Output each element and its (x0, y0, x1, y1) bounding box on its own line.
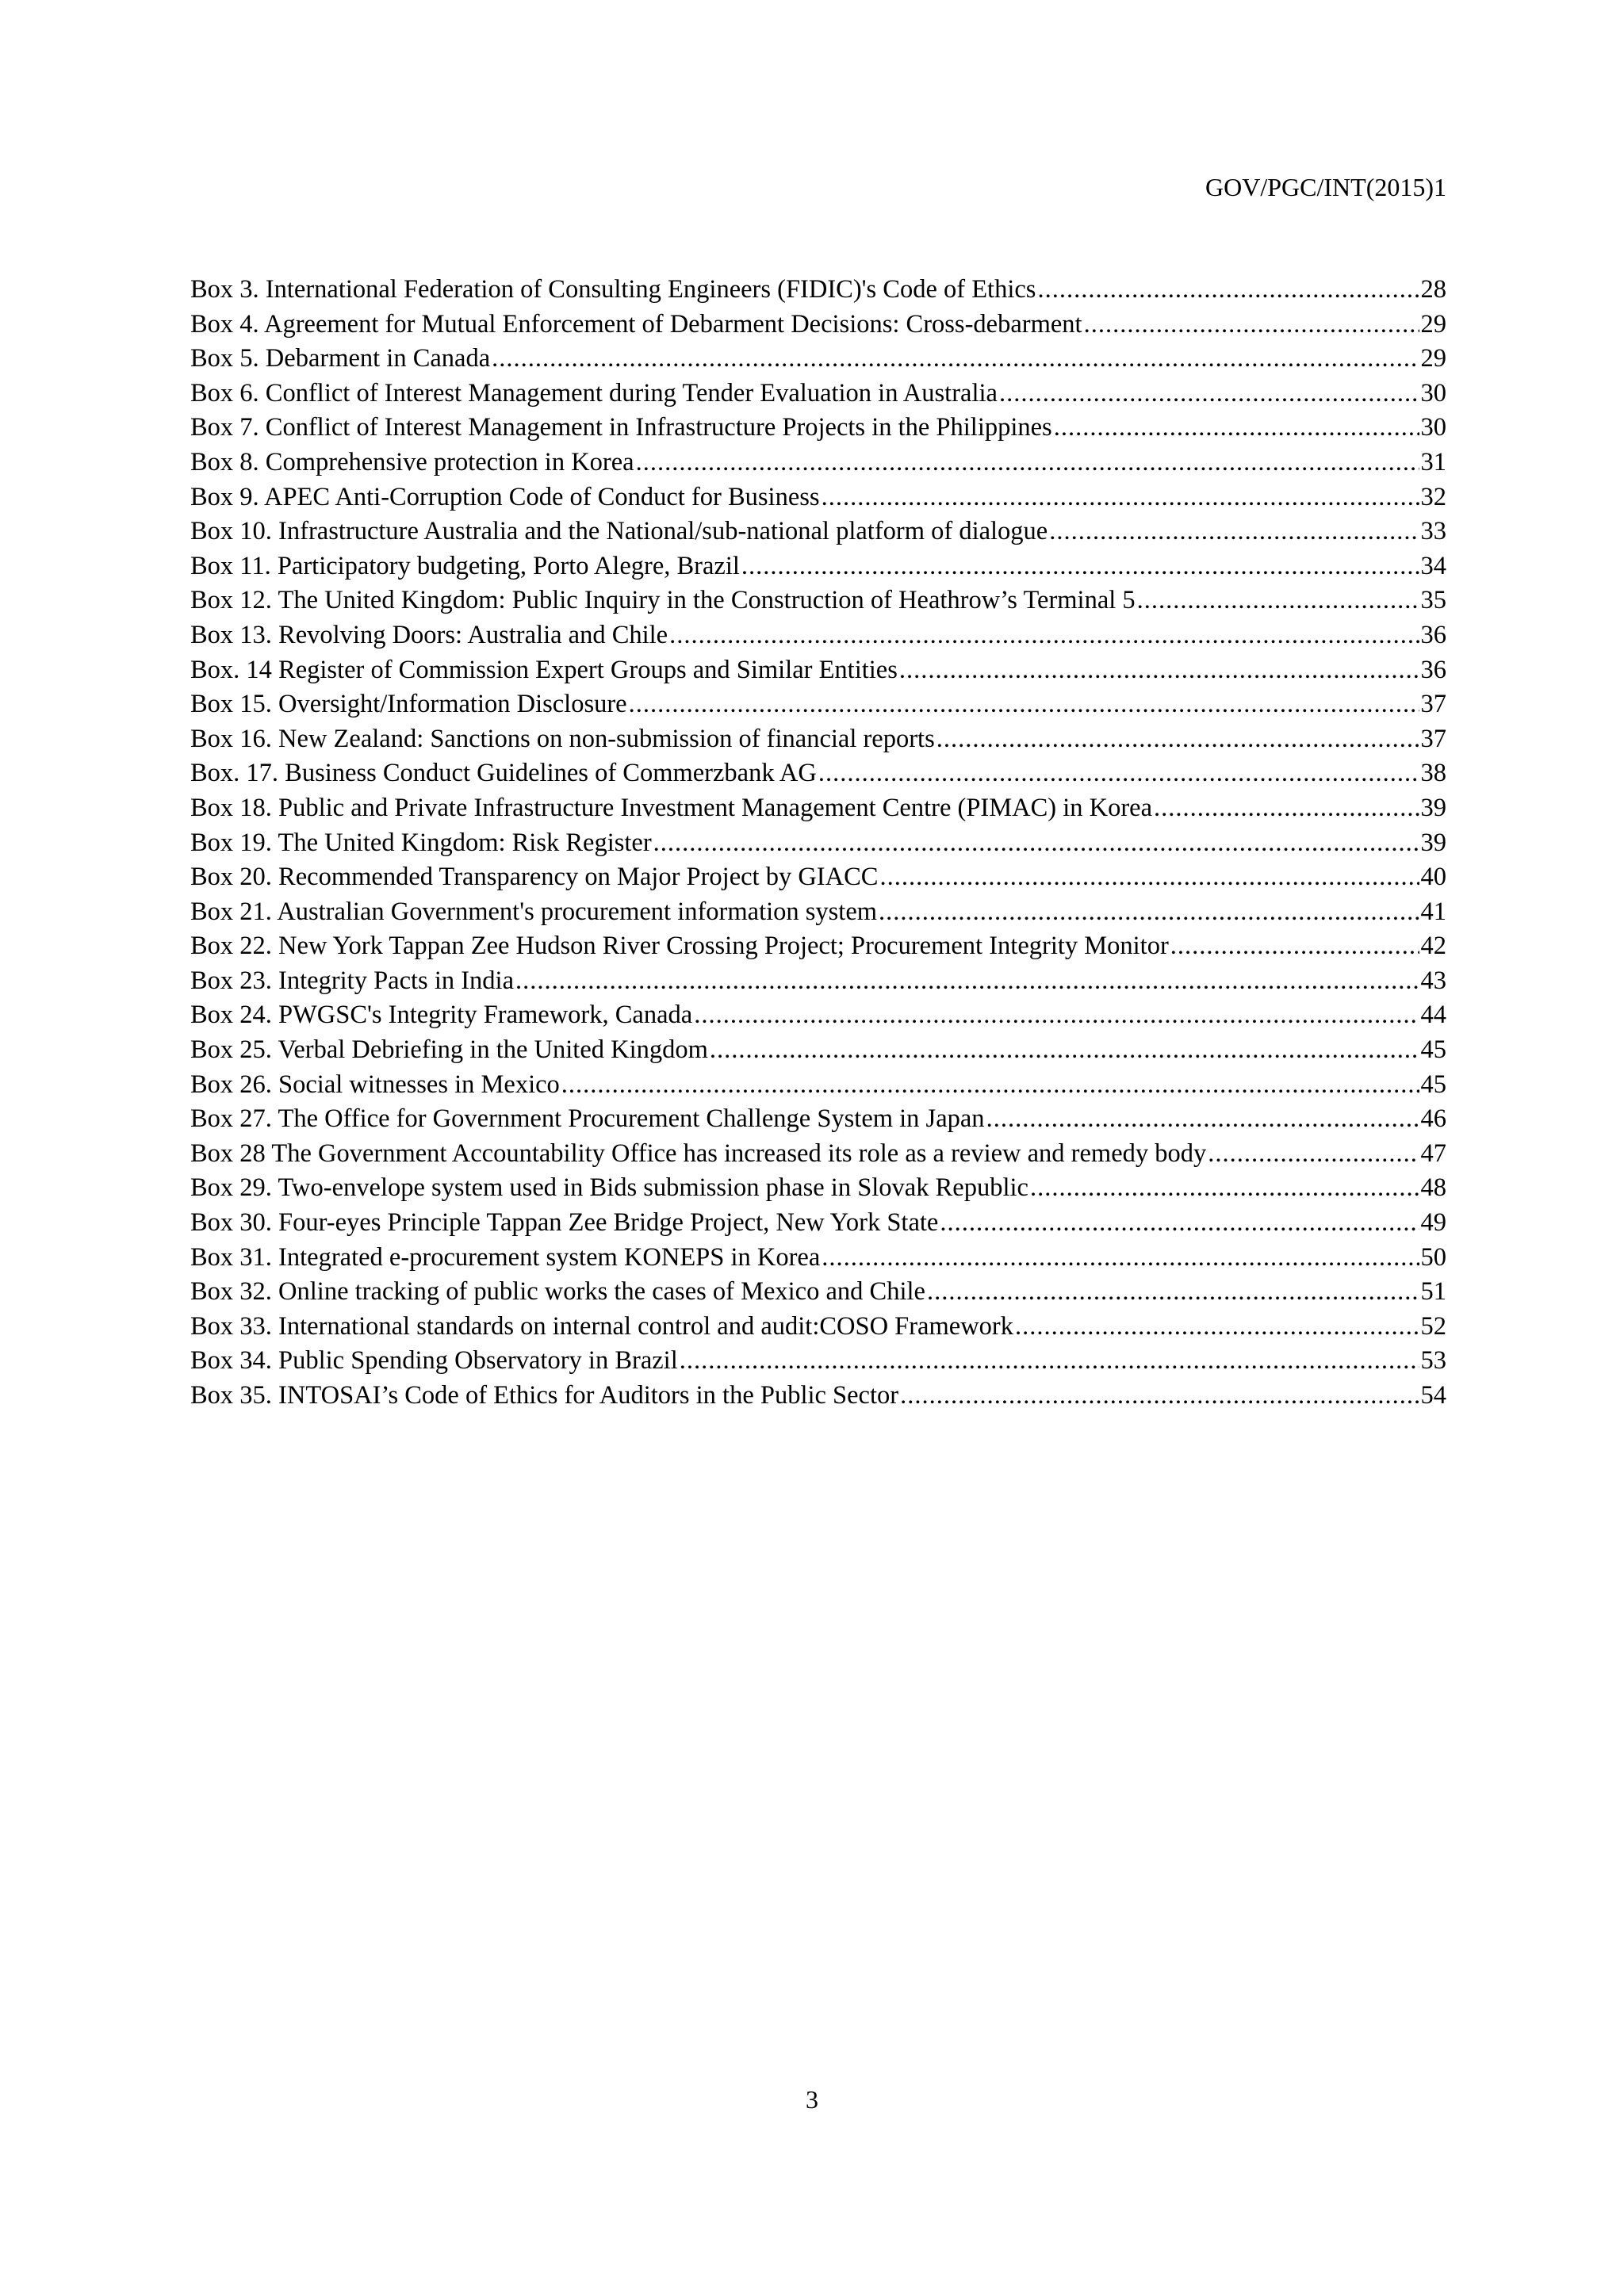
toc-entry[interactable] (190, 860, 1446, 895)
toc-dot-leader (1037, 273, 1419, 308)
toc-entry[interactable] (190, 722, 1446, 757)
toc-dot-leader (1170, 929, 1419, 964)
table-of-contents (190, 273, 1446, 1414)
toc-entry-page: 54 (1420, 1381, 1446, 1410)
toc-entry-title: Box 19. The United Kingdom: Risk Register (190, 828, 652, 857)
toc-entry-page: 44 (1420, 1001, 1446, 1030)
toc-entry-title: Box 5. Debarment in Canada (190, 344, 491, 373)
toc-dot-leader (927, 1275, 1419, 1310)
toc-entry[interactable] (190, 653, 1446, 688)
toc-entry-page: 38 (1420, 759, 1446, 788)
toc-dot-leader (1049, 515, 1419, 549)
toc-entry[interactable] (190, 1102, 1446, 1137)
toc-entry-page: 49 (1420, 1208, 1446, 1238)
toc-entry-title: Box 11. Participatory budgeting, Porto Alegre, Brazil (190, 551, 740, 580)
toc-entry-title: Box 10. Infrastructure Australia and the National/sub-national platform of dialogue (190, 517, 1048, 546)
toc-entry[interactable] (190, 446, 1446, 480)
toc-entry[interactable] (190, 515, 1446, 549)
toc-entry-page: 48 (1420, 1173, 1446, 1203)
toc-entry-title: Box 22. New York Tappan Zee Hudson River Crossing Project; Procurement Integrity Monitor (190, 932, 1169, 961)
toc-entry-title: Box 18. Public and Private Infrastructure Investment Management Centre (PIMAC) in Korea (190, 793, 1153, 822)
toc-entry-page: 29 (1420, 344, 1446, 373)
toc-entry-page: 50 (1420, 1242, 1446, 1272)
toc-entry-title: Box 35. INTOSAI’s Code of Ethics for Auditors in the Public Sector (190, 1381, 899, 1410)
toc-entry[interactable] (190, 895, 1446, 930)
toc-dot-leader (629, 687, 1419, 722)
toc-dot-leader (1084, 308, 1419, 342)
toc-entry[interactable] (190, 1068, 1446, 1103)
toc-dot-leader (1137, 584, 1419, 618)
toc-entry-title: Box 6. Conflict of Interest Management during Tender Evaluation in Australia (190, 378, 998, 408)
toc-entry[interactable] (190, 342, 1446, 377)
toc-entry[interactable] (190, 549, 1446, 584)
toc-entry-title: Box 7. Conflict of Interest Management in Infrastructure Projects in the Philippines (190, 413, 1052, 442)
toc-entry-title: Box 9. APEC Anti-Corruption Code of Conduct for Business (190, 482, 820, 511)
toc-entry-page: 53 (1420, 1346, 1446, 1376)
toc-dot-leader (879, 895, 1419, 930)
toc-entry[interactable] (190, 964, 1446, 999)
toc-entry[interactable] (190, 1206, 1446, 1241)
toc-entry[interactable] (190, 1137, 1446, 1172)
toc-entry[interactable] (190, 791, 1446, 826)
toc-entry-page: 30 (1420, 413, 1446, 442)
toc-entry[interactable] (190, 1171, 1446, 1206)
toc-entry-page: 47 (1420, 1138, 1446, 1168)
toc-entry-page: 32 (1420, 482, 1446, 511)
toc-entry-page: 35 (1420, 586, 1446, 615)
toc-entry-title: Box 8. Comprehensive protection in Korea (190, 447, 634, 476)
toc-dot-leader (986, 1102, 1419, 1137)
toc-entry-page: 28 (1420, 275, 1446, 304)
toc-entry-page: 31 (1420, 447, 1446, 476)
toc-entry-page: 41 (1420, 897, 1446, 926)
toc-dot-leader (561, 1068, 1419, 1103)
toc-dot-leader (1054, 411, 1419, 446)
toc-entry-title: Box 26. Social witnesses in Mexico (190, 1070, 560, 1099)
page-number: 3 (806, 2085, 818, 2114)
toc-dot-leader (1154, 791, 1419, 826)
toc-dot-leader (680, 1344, 1419, 1379)
toc-dot-leader (940, 1206, 1419, 1241)
toc-entry-title: Box 16. New Zealand: Sanctions on non-submission of financial reports (190, 724, 935, 753)
toc-dot-leader (710, 1033, 1419, 1068)
toc-entry[interactable] (190, 687, 1446, 722)
toc-entry-page: 45 (1420, 1070, 1446, 1099)
toc-dot-leader (900, 1379, 1419, 1414)
toc-entry[interactable] (190, 411, 1446, 446)
toc-entry-title: Box 4. Agreement for Mutual Enforcement of Debarment Decisions: Cross-debarment (190, 309, 1082, 339)
toc-entry-title: Box 13. Revolving Doors: Australia and Chile (190, 620, 668, 649)
toc-dot-leader (741, 549, 1419, 584)
toc-entry[interactable] (190, 929, 1446, 964)
toc-entry[interactable] (190, 1241, 1446, 1276)
toc-entry[interactable] (190, 1275, 1446, 1310)
toc-dot-leader (653, 826, 1419, 861)
toc-entry-page: 40 (1420, 863, 1446, 892)
toc-entry-page: 39 (1420, 828, 1446, 857)
document-reference: GOV/PGC/INT(2015)1 (1205, 173, 1446, 201)
toc-entry[interactable] (190, 1344, 1446, 1379)
toc-entry-page: 52 (1420, 1311, 1446, 1341)
toc-entry-title: Box 15. Oversight/Information Disclosure (190, 690, 627, 719)
toc-entry-page: 34 (1420, 551, 1446, 580)
toc-entry-page: 43 (1420, 966, 1446, 995)
toc-dot-leader (936, 722, 1419, 757)
toc-entry-title: Box 3. International Federation of Consulting Engineers (FIDIC)'s Code of Ethics (190, 275, 1036, 304)
toc-entry-page: 39 (1420, 793, 1446, 822)
toc-entry-title: Box 12. The United Kingdom: Public Inquiry in the Construction of Heathrow’s Terminal 5 (190, 586, 1136, 615)
toc-dot-leader (492, 342, 1419, 377)
toc-entry-title: Box 30. Four-eyes Principle Tappan Zee Bridge Project, New York State (190, 1208, 939, 1238)
toc-entry-title: Box 31. Integrated e-procurement system KONEPS in Korea (190, 1242, 821, 1272)
toc-dot-leader (1030, 1171, 1419, 1206)
toc-dot-leader (822, 1241, 1419, 1276)
toc-entry-title: Box 32. Online tracking of public works the cases of Mexico and Chile (190, 1277, 925, 1307)
toc-entry-page: 37 (1420, 690, 1446, 719)
toc-entry-page: 36 (1420, 620, 1446, 649)
toc-entry-title: Box 33. International standards on internal control and audit:COSO Framework (190, 1311, 1013, 1341)
toc-dot-leader (822, 480, 1419, 515)
toc-entry-page: 51 (1420, 1277, 1446, 1307)
toc-entry-title: Box 27. The Office for Government Procurement Challenge System in Japan (190, 1104, 985, 1134)
toc-entry-title: Box 28 The Government Accountability Office has increased its role as a review and remedy body (190, 1138, 1207, 1168)
toc-entry[interactable] (190, 756, 1446, 791)
toc-entry-page: 46 (1420, 1104, 1446, 1134)
toc-entry-title: Box. 17. Business Conduct Guidelines of Commerzbank AG (190, 759, 817, 788)
toc-dot-leader (899, 653, 1419, 688)
toc-dot-leader (694, 998, 1419, 1033)
toc-entry-page: 45 (1420, 1035, 1446, 1065)
toc-entry[interactable] (190, 273, 1446, 308)
toc-entry[interactable] (190, 998, 1446, 1033)
toc-entry-title: Box. 14 Register of Commission Expert Groups and Similar Entities (190, 655, 898, 684)
toc-entry-title: Box 25. Verbal Debriefing in the United Kingdom (190, 1035, 708, 1065)
toc-entry[interactable] (190, 377, 1446, 411)
toc-entry-title: Box 21. Australian Government's procurement information system (190, 897, 878, 926)
toc-entry-page: 30 (1420, 378, 1446, 408)
toc-entry[interactable] (190, 826, 1446, 861)
toc-entry-title: Box 20. Recommended Transparency on Major Project by GIACC (190, 863, 879, 892)
toc-entry[interactable] (190, 480, 1446, 515)
toc-dot-leader (879, 860, 1419, 895)
toc-entry-title: Box 34. Public Spending Observatory in Brazil (190, 1346, 678, 1376)
toc-dot-leader (669, 618, 1419, 653)
toc-entry[interactable] (190, 308, 1446, 342)
toc-dot-leader (636, 446, 1419, 480)
toc-dot-leader (1208, 1137, 1419, 1172)
toc-entry-page: 33 (1420, 517, 1446, 546)
toc-entry[interactable] (190, 584, 1446, 618)
toc-entry-page: 42 (1420, 932, 1446, 961)
toc-entry[interactable] (190, 1379, 1446, 1414)
toc-dot-leader (818, 756, 1419, 791)
toc-entry-title: Box 23. Integrity Pacts in India (190, 966, 514, 995)
toc-entry[interactable] (190, 1310, 1446, 1345)
toc-dot-leader (999, 377, 1419, 411)
toc-entry[interactable] (190, 1033, 1446, 1068)
toc-dot-leader (1015, 1310, 1419, 1345)
toc-entry-page: 29 (1420, 309, 1446, 339)
toc-entry-title: Box 29. Two-envelope system used in Bids submission phase in Slovak Republic (190, 1173, 1028, 1203)
toc-entry-page: 36 (1420, 655, 1446, 684)
toc-entry[interactable] (190, 618, 1446, 653)
toc-dot-leader (515, 964, 1419, 999)
toc-entry-page: 37 (1420, 724, 1446, 753)
toc-entry-title: Box 24. PWGSC's Integrity Framework, Canada (190, 1001, 693, 1030)
